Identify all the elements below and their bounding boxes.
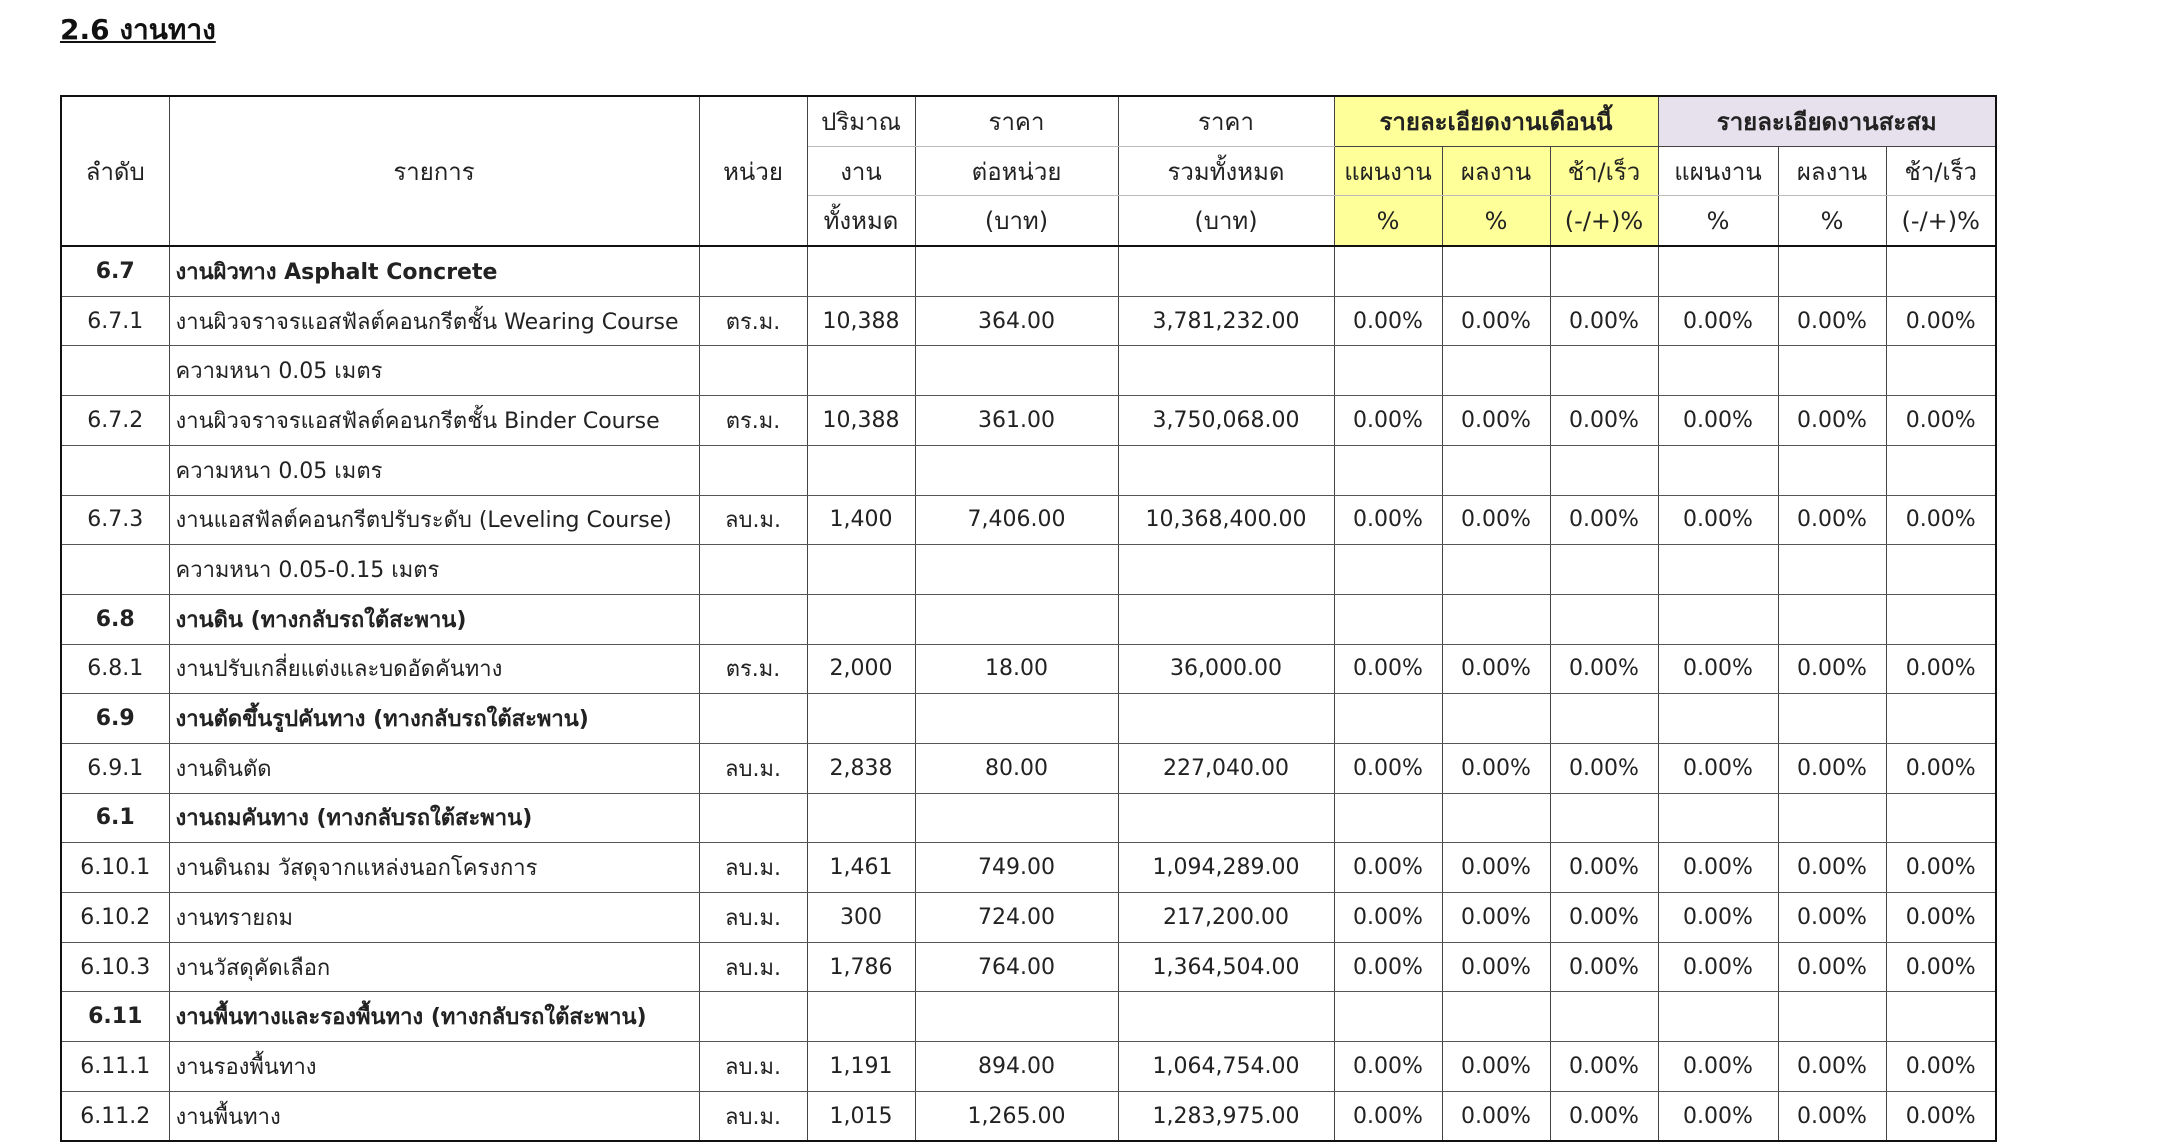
row-month-result: 0.00% — [1442, 942, 1550, 992]
table-row — [61, 743, 1996, 793]
row-cum-plan: 0.00% — [1658, 495, 1778, 545]
row-qty — [807, 346, 915, 396]
table-body — [61, 246, 1996, 1141]
row-month-diff: 0.00% — [1550, 495, 1658, 545]
row-qty — [807, 445, 915, 495]
row-cum-plan: 0.00% — [1658, 644, 1778, 694]
table-row — [61, 545, 1996, 595]
row-month-result: 0.00% — [1442, 396, 1550, 446]
row-item: งานแอสฟัลต์คอนกรีตปรับระดับ (Leveling Course) — [169, 495, 699, 545]
row-cum-result: 0.00% — [1778, 1042, 1886, 1092]
row-cum-plan — [1658, 992, 1778, 1042]
row-unit-price: 361.00 — [915, 396, 1118, 446]
row-month-diff: 0.00% — [1550, 893, 1658, 943]
row-unit: ลบ.ม. — [699, 743, 807, 793]
row-qty: 300 — [807, 893, 915, 943]
row-month-plan: 0.00% — [1334, 1091, 1442, 1141]
row-qty: 1,461 — [807, 843, 915, 893]
row-month-plan: 0.00% — [1334, 942, 1442, 992]
row-unit-price: 364.00 — [915, 296, 1118, 346]
row-month-plan — [1334, 445, 1442, 495]
row-cum-result — [1778, 246, 1886, 296]
header-cumulative-group: รายละเอียดงานสะสม — [1658, 96, 1996, 146]
row-cum-plan — [1658, 545, 1778, 595]
row-cum-plan — [1658, 594, 1778, 644]
row-month-plan — [1334, 694, 1442, 744]
row-item: งานผิวจราจรแอสฟัลต์คอนกรีตชั้น Binder Course — [169, 396, 699, 446]
row-qty: 1,786 — [807, 942, 915, 992]
row-unit: ลบ.ม. — [699, 942, 807, 992]
row-cum-plan: 0.00% — [1658, 296, 1778, 346]
row-month-diff: 0.00% — [1550, 396, 1658, 446]
row-qty: 10,388 — [807, 296, 915, 346]
row-cum-result — [1778, 992, 1886, 1042]
row-month-plan — [1334, 246, 1442, 296]
row-seq: 6.8.1 — [61, 644, 169, 694]
header-cum-result-pct: % — [1778, 196, 1886, 246]
header-seq: ลำดับ — [61, 96, 169, 246]
row-month-result — [1442, 992, 1550, 1042]
row-unit — [699, 445, 807, 495]
row-cum-diff: 0.00% — [1886, 1042, 1996, 1092]
row-unit: ลบ.ม. — [699, 843, 807, 893]
row-cum-result — [1778, 346, 1886, 396]
row-month-diff: 0.00% — [1550, 942, 1658, 992]
row-qty: 2,838 — [807, 743, 915, 793]
row-qty: 1,191 — [807, 1042, 915, 1092]
row-total-price — [1118, 594, 1334, 644]
row-unit — [699, 594, 807, 644]
row-seq: 6.1 — [61, 793, 169, 843]
row-cum-result — [1778, 793, 1886, 843]
row-month-plan: 0.00% — [1334, 396, 1442, 446]
row-cum-plan — [1658, 346, 1778, 396]
row-cum-result: 0.00% — [1778, 396, 1886, 446]
row-unit — [699, 346, 807, 396]
row-cum-diff — [1886, 346, 1996, 396]
row-qty: 1,400 — [807, 495, 915, 545]
row-unit-price — [915, 445, 1118, 495]
row-month-diff — [1550, 545, 1658, 595]
row-total-price: 1,364,504.00 — [1118, 942, 1334, 992]
page-title: 2.6 งานทาง — [60, 13, 216, 46]
row-cum-diff — [1886, 594, 1996, 644]
row-unit — [699, 992, 807, 1042]
row-unit — [699, 793, 807, 843]
row-seq: 6.10.1 — [61, 843, 169, 893]
row-qty — [807, 545, 915, 595]
header-cum-plan-pct: % — [1658, 196, 1778, 246]
row-month-result — [1442, 246, 1550, 296]
row-item: งานวัสดุคัดเลือก — [169, 942, 699, 992]
row-unit — [699, 694, 807, 744]
row-month-plan: 0.00% — [1334, 296, 1442, 346]
row-item: งานตัดขึ้นรูปคันทาง (ทางกลับรถใต้สะพาน) — [169, 694, 699, 744]
row-month-plan: 0.00% — [1334, 495, 1442, 545]
header-cum-diff-pct: (-/+)% — [1886, 196, 1996, 246]
row-qty: 10,388 — [807, 396, 915, 446]
row-cum-plan: 0.00% — [1658, 396, 1778, 446]
row-seq: 6.7.1 — [61, 296, 169, 346]
row-cum-plan: 0.00% — [1658, 893, 1778, 943]
row-cum-result: 0.00% — [1778, 843, 1886, 893]
row-cum-plan — [1658, 793, 1778, 843]
row-seq — [61, 346, 169, 396]
row-item: งานดิน (ทางกลับรถใต้สะพาน) — [169, 594, 699, 644]
table-row — [61, 346, 1996, 396]
row-qty — [807, 694, 915, 744]
table-row — [61, 843, 1996, 893]
row-month-result: 0.00% — [1442, 843, 1550, 893]
row-seq: 6.7.3 — [61, 495, 169, 545]
row-unit-price — [915, 992, 1118, 1042]
row-seq: 6.7 — [61, 246, 169, 296]
header-month-diff: ช้า/เร็ว — [1550, 146, 1658, 196]
header-cum-result: ผลงาน — [1778, 146, 1886, 196]
row-cum-result: 0.00% — [1778, 296, 1886, 346]
row-item: งานพื้นทางและรองพื้นทาง (ทางกลับรถใต้สะพาน) — [169, 992, 699, 1042]
row-qty: 2,000 — [807, 644, 915, 694]
row-unit: ลบ.ม. — [699, 495, 807, 545]
row-total-price — [1118, 346, 1334, 396]
row-total-price: 1,283,975.00 — [1118, 1091, 1334, 1141]
row-month-result: 0.00% — [1442, 743, 1550, 793]
row-month-plan: 0.00% — [1334, 893, 1442, 943]
row-item: ความหนา 0.05-0.15 เมตร — [169, 545, 699, 595]
row-cum-plan: 0.00% — [1658, 1042, 1778, 1092]
row-cum-result: 0.00% — [1778, 644, 1886, 694]
row-month-diff — [1550, 992, 1658, 1042]
table-row — [61, 495, 1996, 545]
row-total-price: 227,040.00 — [1118, 743, 1334, 793]
row-unit-price: 724.00 — [915, 893, 1118, 943]
row-cum-result: 0.00% — [1778, 893, 1886, 943]
row-seq — [61, 545, 169, 595]
row-total-price: 10,368,400.00 — [1118, 495, 1334, 545]
row-month-plan — [1334, 992, 1442, 1042]
row-month-result — [1442, 445, 1550, 495]
header-month-diff-pct: (-/+)% — [1550, 196, 1658, 246]
header-qty-1: ปริมาณ — [807, 96, 915, 146]
row-unit-price: 894.00 — [915, 1042, 1118, 1092]
row-seq: 6.10.2 — [61, 893, 169, 943]
header-unit: หน่วย — [699, 96, 807, 246]
row-item: งานทรายถม — [169, 893, 699, 943]
table-row — [61, 445, 1996, 495]
row-cum-diff: 0.00% — [1886, 495, 1996, 545]
row-item: งานถมคันทาง (ทางกลับรถใต้สะพาน) — [169, 793, 699, 843]
row-cum-result: 0.00% — [1778, 1091, 1886, 1141]
row-item: งานดินตัด — [169, 743, 699, 793]
row-seq: 6.11 — [61, 992, 169, 1042]
row-unit-price: 7,406.00 — [915, 495, 1118, 545]
row-cum-plan: 0.00% — [1658, 843, 1778, 893]
table-row — [61, 296, 1996, 346]
row-total-price — [1118, 793, 1334, 843]
row-cum-plan — [1658, 246, 1778, 296]
work-progress-table — [60, 95, 1997, 1142]
row-unit: ลบ.ม. — [699, 1091, 807, 1141]
row-unit-price — [915, 694, 1118, 744]
header-month-plan-pct: % — [1334, 196, 1442, 246]
row-month-result: 0.00% — [1442, 1091, 1550, 1141]
row-unit-price — [915, 346, 1118, 396]
row-month-result — [1442, 594, 1550, 644]
row-seq: 6.11.2 — [61, 1091, 169, 1141]
row-month-diff — [1550, 246, 1658, 296]
header-month-result-pct: % — [1442, 196, 1550, 246]
row-total-price: 217,200.00 — [1118, 893, 1334, 943]
row-month-result: 0.00% — [1442, 644, 1550, 694]
row-month-diff — [1550, 694, 1658, 744]
header-month-group: รายละเอียดงานเดือนนี้ — [1334, 96, 1658, 146]
section-row — [61, 594, 1996, 644]
header-month-result: ผลงาน — [1442, 146, 1550, 196]
row-month-plan — [1334, 545, 1442, 595]
row-item: งานผิวจราจรแอสฟัลต์คอนกรีตชั้น Wearing Course — [169, 296, 699, 346]
table-row — [61, 1042, 1996, 1092]
section-row — [61, 793, 1996, 843]
row-unit-price — [915, 793, 1118, 843]
row-cum-result — [1778, 445, 1886, 495]
row-total-price: 3,750,068.00 — [1118, 396, 1334, 446]
header-total-price-1: ราคา — [1118, 96, 1334, 146]
row-cum-plan — [1658, 694, 1778, 744]
row-cum-diff: 0.00% — [1886, 743, 1996, 793]
row-unit: ตร.ม. — [699, 396, 807, 446]
row-cum-plan: 0.00% — [1658, 1091, 1778, 1141]
row-seq: 6.7.2 — [61, 396, 169, 446]
row-month-diff — [1550, 793, 1658, 843]
row-cum-diff: 0.00% — [1886, 296, 1996, 346]
row-month-plan — [1334, 594, 1442, 644]
row-qty — [807, 992, 915, 1042]
row-qty — [807, 793, 915, 843]
header-total-price-3: (บาท) — [1118, 196, 1334, 246]
row-month-plan: 0.00% — [1334, 843, 1442, 893]
header-item: รายการ — [169, 96, 699, 246]
row-month-plan: 0.00% — [1334, 644, 1442, 694]
row-unit: ลบ.ม. — [699, 893, 807, 943]
row-cum-diff: 0.00% — [1886, 843, 1996, 893]
row-unit-price: 749.00 — [915, 843, 1118, 893]
header-month-plan: แผนงาน — [1334, 146, 1442, 196]
header-qty-3: ทั้งหมด — [807, 196, 915, 246]
row-cum-diff: 0.00% — [1886, 893, 1996, 943]
row-total-price — [1118, 992, 1334, 1042]
row-seq: 6.10.3 — [61, 942, 169, 992]
row-month-result — [1442, 545, 1550, 595]
header-qty-2: งาน — [807, 146, 915, 196]
row-unit — [699, 545, 807, 595]
row-item: งานปรับเกลี่ยแต่งและบดอัดคันทาง — [169, 644, 699, 694]
row-month-plan — [1334, 793, 1442, 843]
row-month-plan: 0.00% — [1334, 1042, 1442, 1092]
row-month-diff — [1550, 594, 1658, 644]
row-month-plan — [1334, 346, 1442, 396]
row-total-price — [1118, 694, 1334, 744]
row-month-result — [1442, 346, 1550, 396]
row-total-price — [1118, 545, 1334, 595]
row-cum-diff — [1886, 545, 1996, 595]
table-row — [61, 942, 1996, 992]
row-cum-diff: 0.00% — [1886, 396, 1996, 446]
row-cum-diff — [1886, 445, 1996, 495]
header-cum-diff: ช้า/เร็ว — [1886, 146, 1996, 196]
row-item: งานพื้นทาง — [169, 1091, 699, 1141]
row-month-diff — [1550, 346, 1658, 396]
row-cum-diff: 0.00% — [1886, 942, 1996, 992]
row-unit: ตร.ม. — [699, 296, 807, 346]
row-item: ความหนา 0.05 เมตร — [169, 445, 699, 495]
row-total-price: 1,094,289.00 — [1118, 843, 1334, 893]
row-month-diff: 0.00% — [1550, 743, 1658, 793]
row-seq: 6.8 — [61, 594, 169, 644]
row-unit-price: 1,265.00 — [915, 1091, 1118, 1141]
row-month-diff: 0.00% — [1550, 1042, 1658, 1092]
row-qty: 1,015 — [807, 1091, 915, 1141]
row-seq: 6.11.1 — [61, 1042, 169, 1092]
row-unit-price — [915, 246, 1118, 296]
row-month-diff: 0.00% — [1550, 296, 1658, 346]
row-cum-plan — [1658, 445, 1778, 495]
row-cum-diff — [1886, 793, 1996, 843]
row-unit — [699, 246, 807, 296]
row-item: ความหนา 0.05 เมตร — [169, 346, 699, 396]
row-seq: 6.9.1 — [61, 743, 169, 793]
row-cum-plan: 0.00% — [1658, 743, 1778, 793]
row-month-result: 0.00% — [1442, 296, 1550, 346]
row-cum-result: 0.00% — [1778, 743, 1886, 793]
row-item: งานดินถม วัสดุจากแหล่งนอกโครงการ — [169, 843, 699, 893]
row-month-result: 0.00% — [1442, 495, 1550, 545]
row-month-diff — [1550, 445, 1658, 495]
row-seq — [61, 445, 169, 495]
row-total-price: 1,064,754.00 — [1118, 1042, 1334, 1092]
row-unit-price: 18.00 — [915, 644, 1118, 694]
row-cum-result — [1778, 594, 1886, 644]
row-unit-price: 764.00 — [915, 942, 1118, 992]
row-item: งานรองพื้นทาง — [169, 1042, 699, 1092]
row-cum-result — [1778, 694, 1886, 744]
row-item: งานผิวทาง Asphalt Concrete — [169, 246, 699, 296]
header-cum-plan: แผนงาน — [1658, 146, 1778, 196]
row-total-price: 36,000.00 — [1118, 644, 1334, 694]
row-cum-result: 0.00% — [1778, 942, 1886, 992]
row-month-result: 0.00% — [1442, 1042, 1550, 1092]
row-unit-price — [915, 545, 1118, 595]
row-month-diff: 0.00% — [1550, 843, 1658, 893]
section-row — [61, 694, 1996, 744]
row-total-price: 3,781,232.00 — [1118, 296, 1334, 346]
section-row — [61, 246, 1996, 296]
row-cum-diff: 0.00% — [1886, 1091, 1996, 1141]
row-cum-result: 0.00% — [1778, 495, 1886, 545]
header-total-price-2: รวมทั้งหมด — [1118, 146, 1334, 196]
row-qty — [807, 594, 915, 644]
row-cum-plan: 0.00% — [1658, 942, 1778, 992]
table-row — [61, 893, 1996, 943]
table-row — [61, 644, 1996, 694]
row-month-diff: 0.00% — [1550, 1091, 1658, 1141]
row-month-result: 0.00% — [1442, 893, 1550, 943]
row-month-result — [1442, 793, 1550, 843]
header-unit-price-1: ราคา — [915, 96, 1118, 146]
row-unit: ตร.ม. — [699, 644, 807, 694]
row-cum-diff — [1886, 694, 1996, 744]
table-row — [61, 396, 1996, 446]
row-cum-diff: 0.00% — [1886, 644, 1996, 694]
row-unit: ลบ.ม. — [699, 1042, 807, 1092]
row-seq: 6.9 — [61, 694, 169, 744]
row-month-diff: 0.00% — [1550, 644, 1658, 694]
row-cum-diff — [1886, 992, 1996, 1042]
row-unit-price — [915, 594, 1118, 644]
row-cum-result — [1778, 545, 1886, 595]
header-unit-price-2: ต่อหน่วย — [915, 146, 1118, 196]
row-total-price — [1118, 445, 1334, 495]
row-month-result — [1442, 694, 1550, 744]
header-unit-price-3: (บาท) — [915, 196, 1118, 246]
row-unit-price: 80.00 — [915, 743, 1118, 793]
row-total-price — [1118, 246, 1334, 296]
row-qty — [807, 246, 915, 296]
row-cum-diff — [1886, 246, 1996, 296]
row-month-plan: 0.00% — [1334, 743, 1442, 793]
section-row — [61, 992, 1996, 1042]
